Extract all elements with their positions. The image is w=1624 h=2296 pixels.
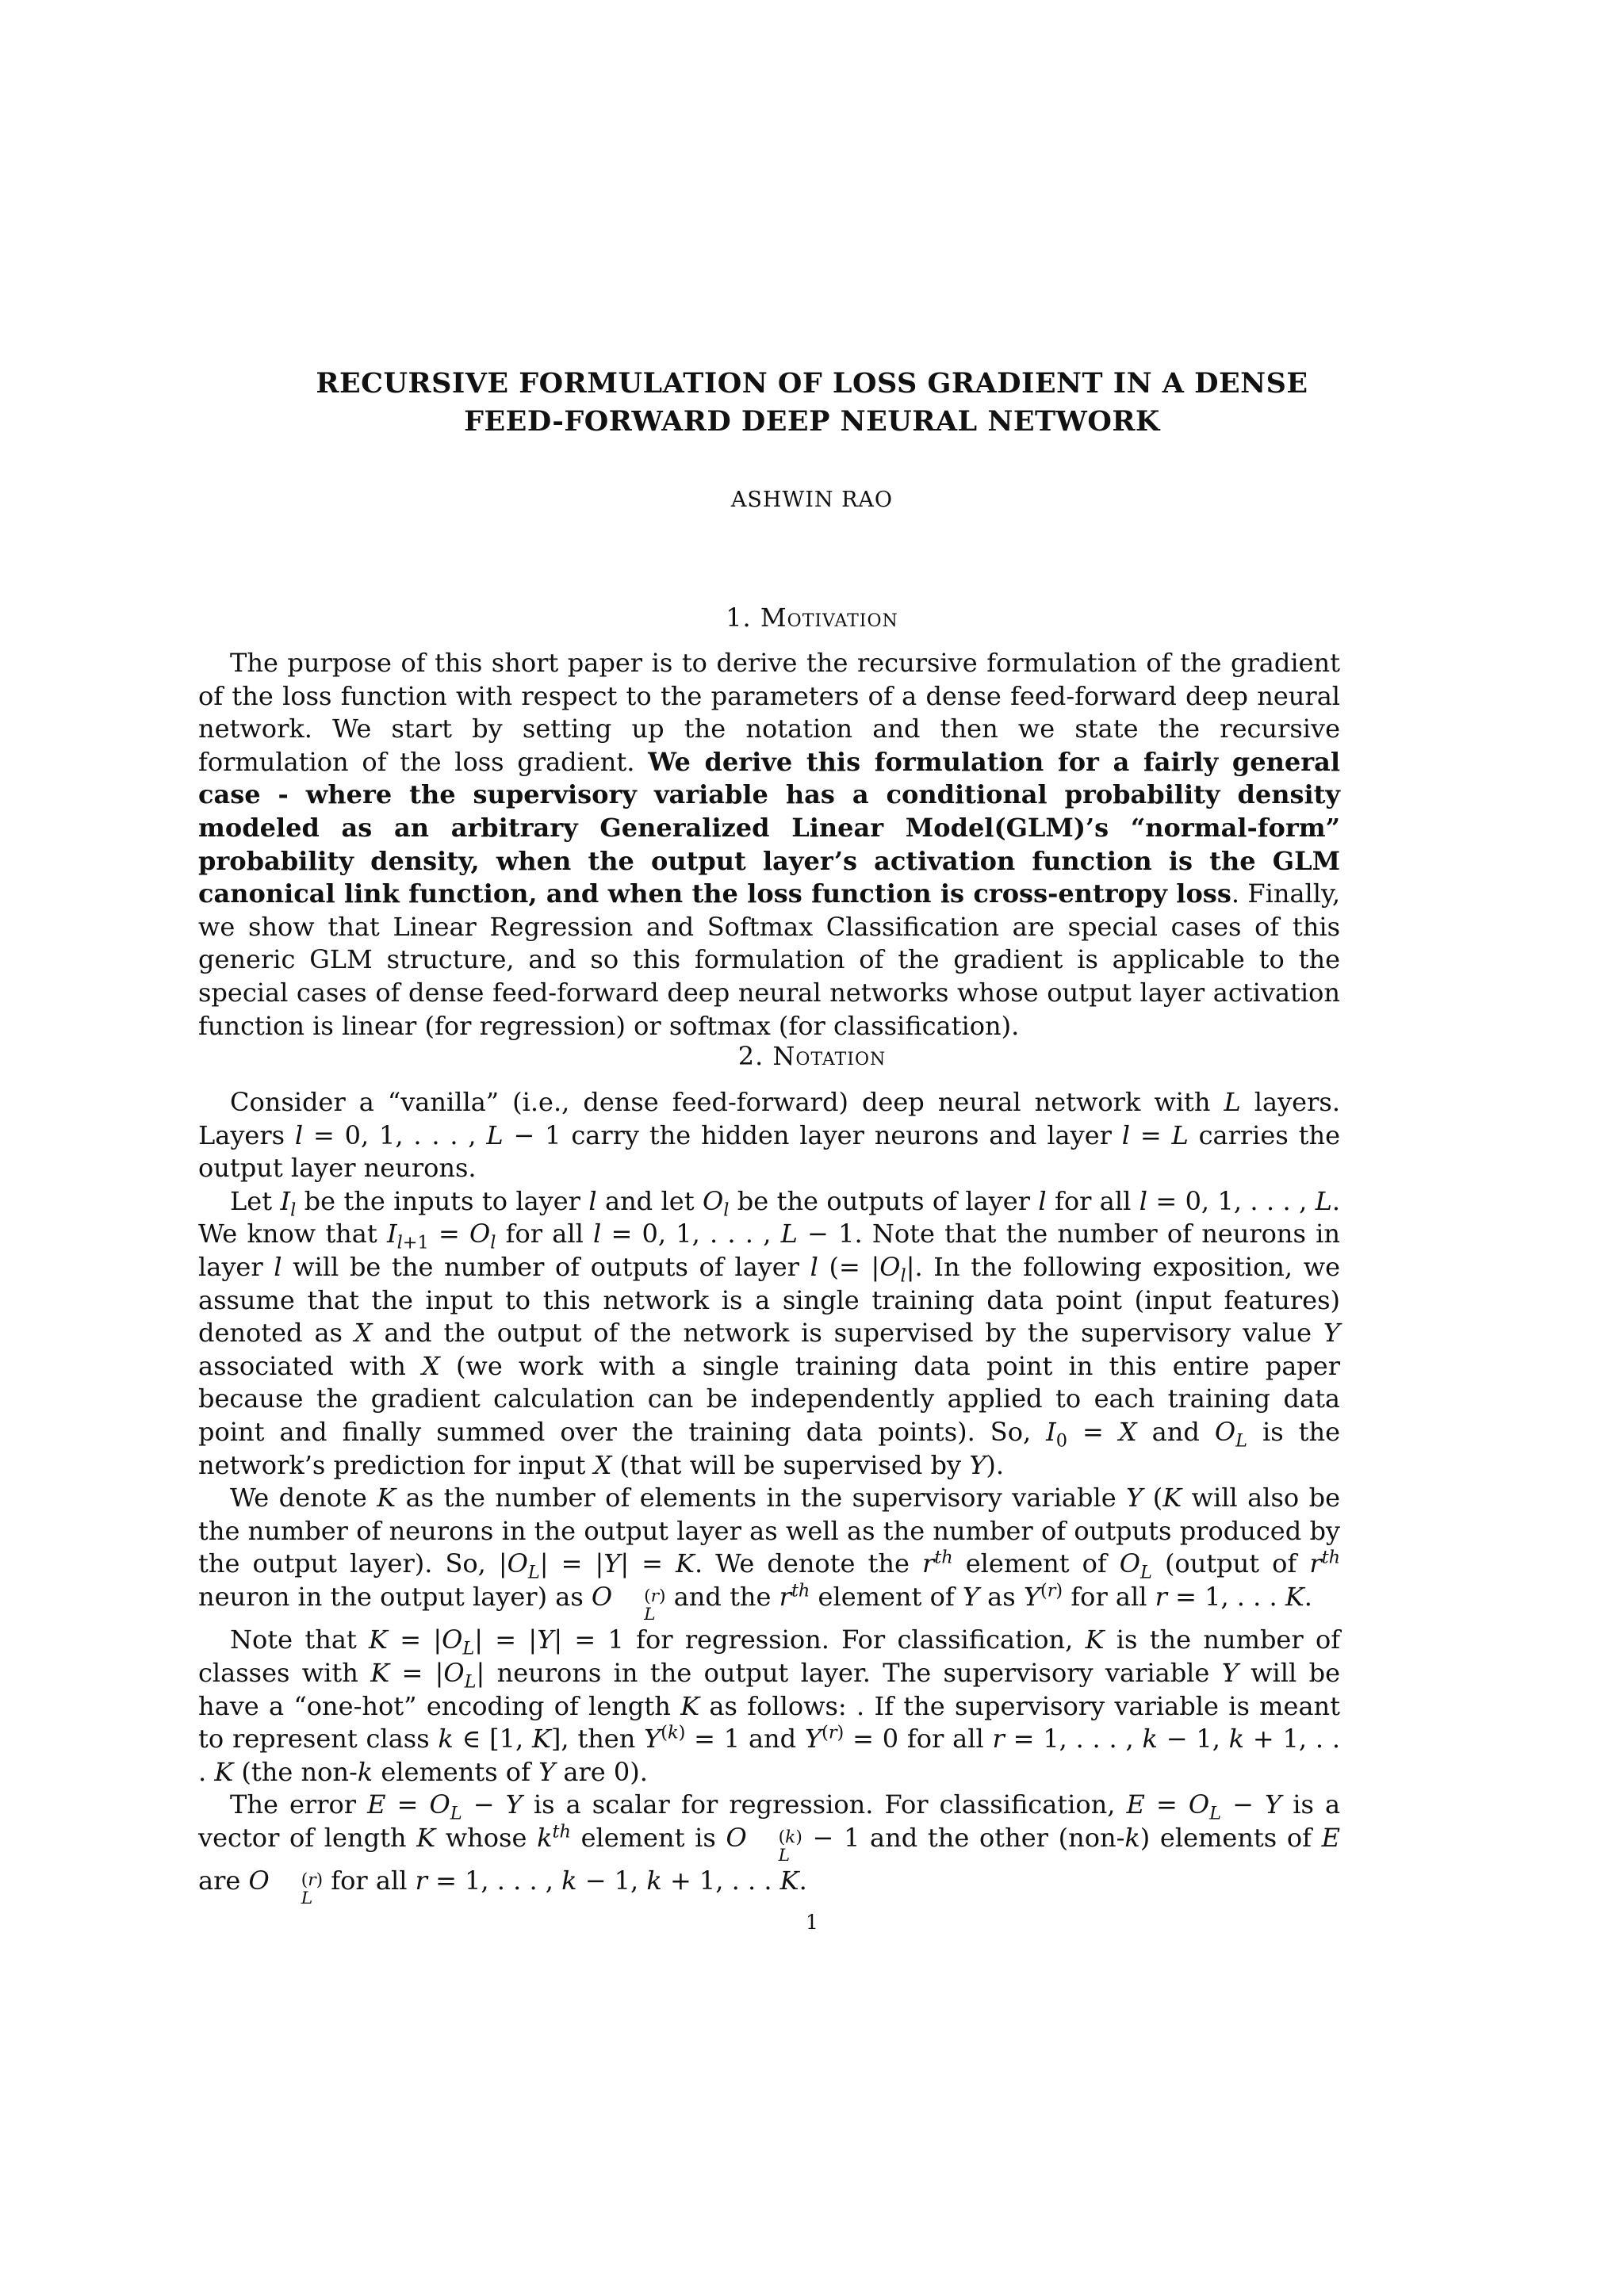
paper-title [198,365,1426,441]
motivation-body [198,647,1340,1043]
paragraph: Note that $K = |O_L| = |Y| = 1$ for regression. For classification, K is the number of classes with $K = |O_L|$ neurons in the output layer. The supervisory variable Y will be have a “one-hot” encoding of length K as follows: . If the supervisory variable is meant to represent class k ∈ [1, K], then $Y^{(k)} = 1$ and $Y^{(r)} = 0$ for all r = 1, . . . , k − 1, k + 1, . . . K (the non-k elements of Y are 0). [198,1624,1341,1787]
paragraph: Let $I_l$ be the inputs to layer l and let $O_l$ be the outputs of layer l for all l = 0, 1, . . . , L. We know that $I_{l+1} = O_l$ for all l = 0, 1, . . . , L − 1. Note that the number of neurons in layer l will be the number of outputs of layer l (= $|O_l|$. In the following exposition, we assume that the input to this network is a single training data point (input features) denoted as X and the output of the network is supervised by the supervisory value Y associated with X (we work with a single training data point in this entire paper because the gradient calculation can be independently applied to each training data point and finally summed over the training data points). So, $I_0 = X$ and $O_L$ is the network’s prediction for input X (that will be supervised by Y). [198,1185,1341,1480]
section-number: 1. [726,603,752,633]
paragraph: The error $E = O_L - Y$ is a scalar for regression. For classification, $E = O_L - Y$ is a vector of length K whose $k^{th}$ element is O (k) L − 1 and the other (non-k) elements of E are O (r) L for all r = 1, . . . , k − 1, k + 1, . . . K. [198,1789,1341,1908]
title-line-2: FEED-FORWARD DEEP NEURAL NETWORK [464,405,1160,438]
paragraph-text: . Finally, we show that Linear Regression and Softmax Classification are special cases of this generic GLM structure, and so this formulation of the gradient is applicable to the special cases of dense feed-forward deep neural networks whose output layer activation function is linear (for regression) or softmax (for classification). [198,878,1341,1041]
bold-statement: We derive this formulation for a fairly general case - where the supervisory variable has a conditional probability density modeled as an arbitrary Generalized Linear Model(GLM)’s “normal-form” probability density, when the output layer’s activation function is the GLM canonical link function, and when the loss function is cross-entropy loss [198,746,1341,909]
section-heading-motivation [198,603,1426,633]
author-name: ASHWIN RAO [730,488,894,512]
section-title: Motivation [760,603,898,633]
paragraph [198,647,1340,1043]
title-line-1: RECURSIVE FORMULATION OF LOSS GRADIENT IN A DENSE [316,367,1308,400]
paragraph: Consider a “vanilla” (i.e., dense feed-forward) deep neural network with L layers. Layers l = 0, 1, . . . , L − 1 carry the hidden layer neurons and layer l = L carries the output layer neurons. [198,1087,1341,1184]
notation-body [198,1086,1340,1908]
section-title: Notation [772,1041,887,1071]
paragraph-text: The purpose of this short paper is to derive the recursive formulation of the gradient of the loss function with respect to the parameters of a dense feed-forward deep neural network. We start by setting up the notation and then we state the recursive formulation of the loss gradient. [198,648,1340,777]
section-heading-notation [198,1041,1426,1071]
section-number: 2. [737,1041,764,1071]
paragraph: We denote K as the number of elements in the supervisory variable Y (K will also be the number of neurons in the output layer as well as the number of outputs produced by the output layer). So, $|O_L| = |Y| = K$. We denote the $r^{th}$ element of $O_L$ (output of $r^{th}$ neuron in the output layer) as O (r) L and the $r^{th}$ element of Y as $Y^{(r)}$ for all r = 1, . . . K. [198,1483,1341,1624]
page-number: 1 [806,1911,818,1934]
